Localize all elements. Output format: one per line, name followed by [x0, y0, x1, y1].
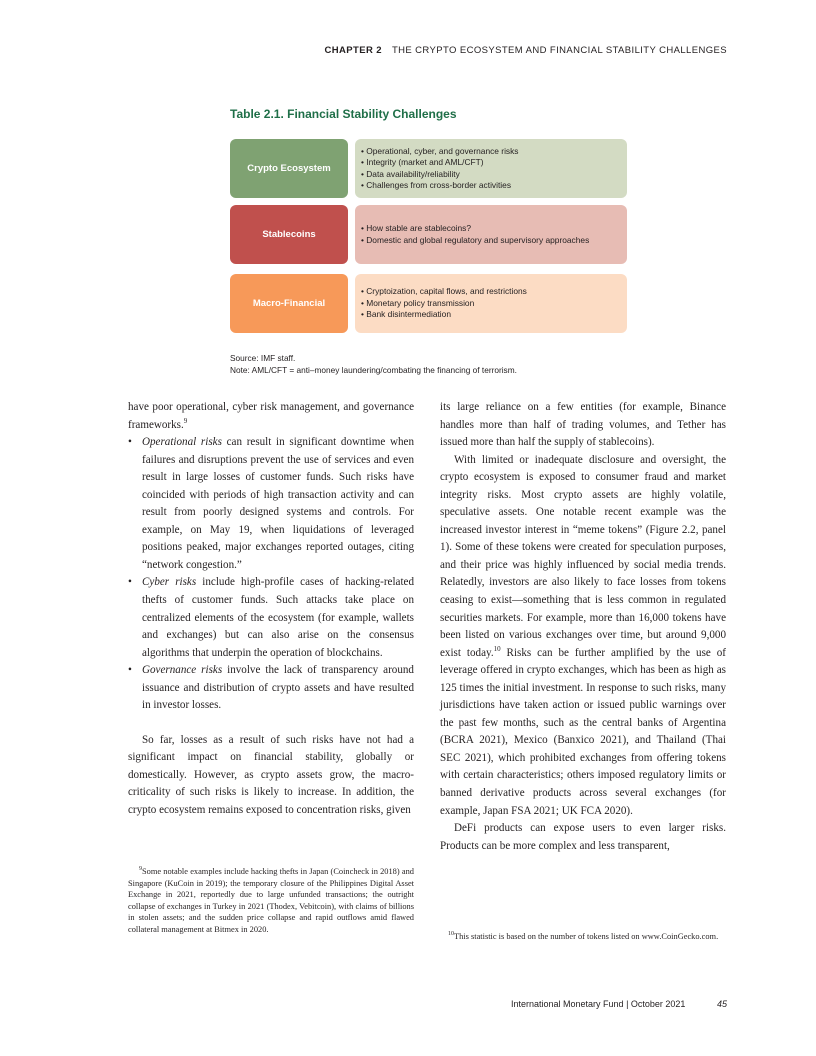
row-item: • Domestic and global regulatory and supervisory approaches	[361, 234, 590, 245]
body-paragraph: So far, losses as a result of such risks have not had a significant impact on financial stability, globally or domestically. However, as crypto assets grow, the macro-criticality of such risks is likely to increase. In addition, the crypto ecosystem remains exposed to concentration risks, given	[128, 733, 414, 817]
table-row-crypto-ecosystem	[230, 139, 627, 198]
body-paragraph: its large reliance on a few entities (for example, Binance handles more than half of trading volumes, and Tether has issued more than half the supply of stablecoins).	[440, 401, 726, 449]
footnote-ref-10[interactable]: 10	[493, 644, 501, 653]
chapter-label: CHAPTER 2	[324, 45, 382, 56]
row-content	[355, 139, 627, 198]
bullet-term: Governance risks	[142, 664, 223, 677]
row-label: Macro-Financial	[230, 274, 348, 333]
table-row-macro-financial	[230, 274, 627, 333]
row-item: • Challenges from cross-border activities	[361, 180, 512, 190]
list-item: • Cyber risks include high-profile cases of hacking-related thefts of customer funds. Such attacks take place on centralized elements of the ecosystem (for example, wallets and exchanges) but can also arise on the consensus algorithms that underpin the operation of blockchains.	[128, 576, 414, 659]
row-content	[355, 274, 627, 333]
footnote-9: $^9$Some notable examples include hacking thefts in Japan (Coincheck in 2018) and Singapore (KuCoin in 2019); the temporary closure of the Philippines Digital Asset Exchange in 2021, reportedly due to large unfunded transactions; the outright collapse of exchanges in Turkey in 2021 (Thodex, Vebitcoin), with claims of billions in stolen assets; and the sudden price collapse and rapid outflows amid flawed collateral management at Bitmex in 2020.	[128, 866, 414, 934]
list-item: • Operational risks can result in significant downtime when failures and disruptions prevent the use of services and even result in large losses of customer funds. Such risks have coincided with periods of high transaction activity and can result from poorly designed systems and controls. For example, on May 19, when liquidations of leveraged positions peaked, major exchanges reported outages, citing “network congestion.”	[128, 436, 415, 571]
row-item: • Cryptoization, capital flows, and restrictions	[361, 286, 527, 297]
row-item: • Data availability/reliability	[361, 168, 460, 179]
right-column	[440, 399, 726, 855]
list-item: • Governance risks involve the lack of transparency around issuance and distribution of crypto assets and have resulted in investor losses.	[128, 664, 414, 712]
left-column	[128, 399, 414, 820]
body-paragraph: DeFi products can expose users to even larger risks. Products can be more complex and less transparent,	[440, 822, 726, 852]
page-footer: International Monetary Fund | October 2021	[511, 999, 686, 1009]
table-source-note	[230, 353, 517, 376]
bullet-term: Cyber risks	[142, 576, 197, 589]
running-head	[324, 45, 727, 56]
bullet: •	[128, 664, 132, 677]
row-label: Crypto Ecosystem	[230, 139, 348, 198]
risk-list	[128, 434, 414, 715]
row-label: Stablecoins	[230, 205, 348, 264]
table-source: Source: IMF staff.	[230, 353, 296, 363]
row-item: • Integrity (market and AML/CFT)	[361, 157, 484, 167]
intro-paragraph: have poor operational, cyber risk management, and governance frameworks.$^9$	[128, 401, 414, 431]
row-content	[355, 205, 627, 264]
row-item: • How stable are stablecoins?	[361, 223, 472, 233]
bullet: •	[128, 576, 132, 589]
row-item: • Monetary policy transmission	[361, 297, 475, 308]
chapter-title: THE CRYPTO ECOSYSTEM AND FINANCIAL STABILITY CHALLENGES	[391, 45, 727, 56]
row-item: • Bank disintermediation	[361, 309, 451, 320]
table-row-stablecoins	[230, 205, 627, 264]
bullet-term: Operational risks	[142, 436, 222, 449]
row-item: • Operational, cyber, and governance risks	[361, 145, 519, 156]
body-paragraph: With limited or inadequate disclosure and oversight, the crypto ecosystem is exposed to consumer fraud and market integrity risks. Most crypto assets are highly volatile, speculative assets. One notable recent example was the increased investor interest in “meme tokens” (Figure 2.2, panel 1). Some of these tokens were created for speculation purposes, and their price was highly influenced by social media trends. Relatedly, investors are also likely to face losses from tokens ceasing to exist—something that is less common in regulated securities markets. For example, more than 16,000 tokens have been listed on various exchanges over time, but around 9,000 exist today.$^{10}$ Risks can be further amplified by the use of leverage offered in crypto exchanges, which has been as high as 125 times the initial investment. In response to such risks, many jurisdictions have taken action or issued public warnings over the past few months, such as the central banks of Argentina (BCRA 2021), Mexico (Banxico 2021), and Thailand (Thai SEC 2021), which prohibited exchanges from offering tokens with certain characteristics; others imposed regulatory limits or banned derivative products across several exchanges (for example, Japan FSA 2021; UK FCA 2020).	[440, 453, 726, 817]
bullet: •	[128, 436, 132, 449]
footnote-ref-9[interactable]: 9	[183, 416, 188, 425]
table-title: Table 2.1. Financial Stability Challenges	[230, 107, 457, 121]
page-number: 45	[717, 999, 728, 1009]
footnote-10: $^{10}$This statistic is based on the number of tokens listed on www.CoinGecko.com.	[448, 931, 719, 941]
table-note: Note: AML/CFT = anti–money laundering/combating the financing of terrorism.	[230, 364, 517, 375]
